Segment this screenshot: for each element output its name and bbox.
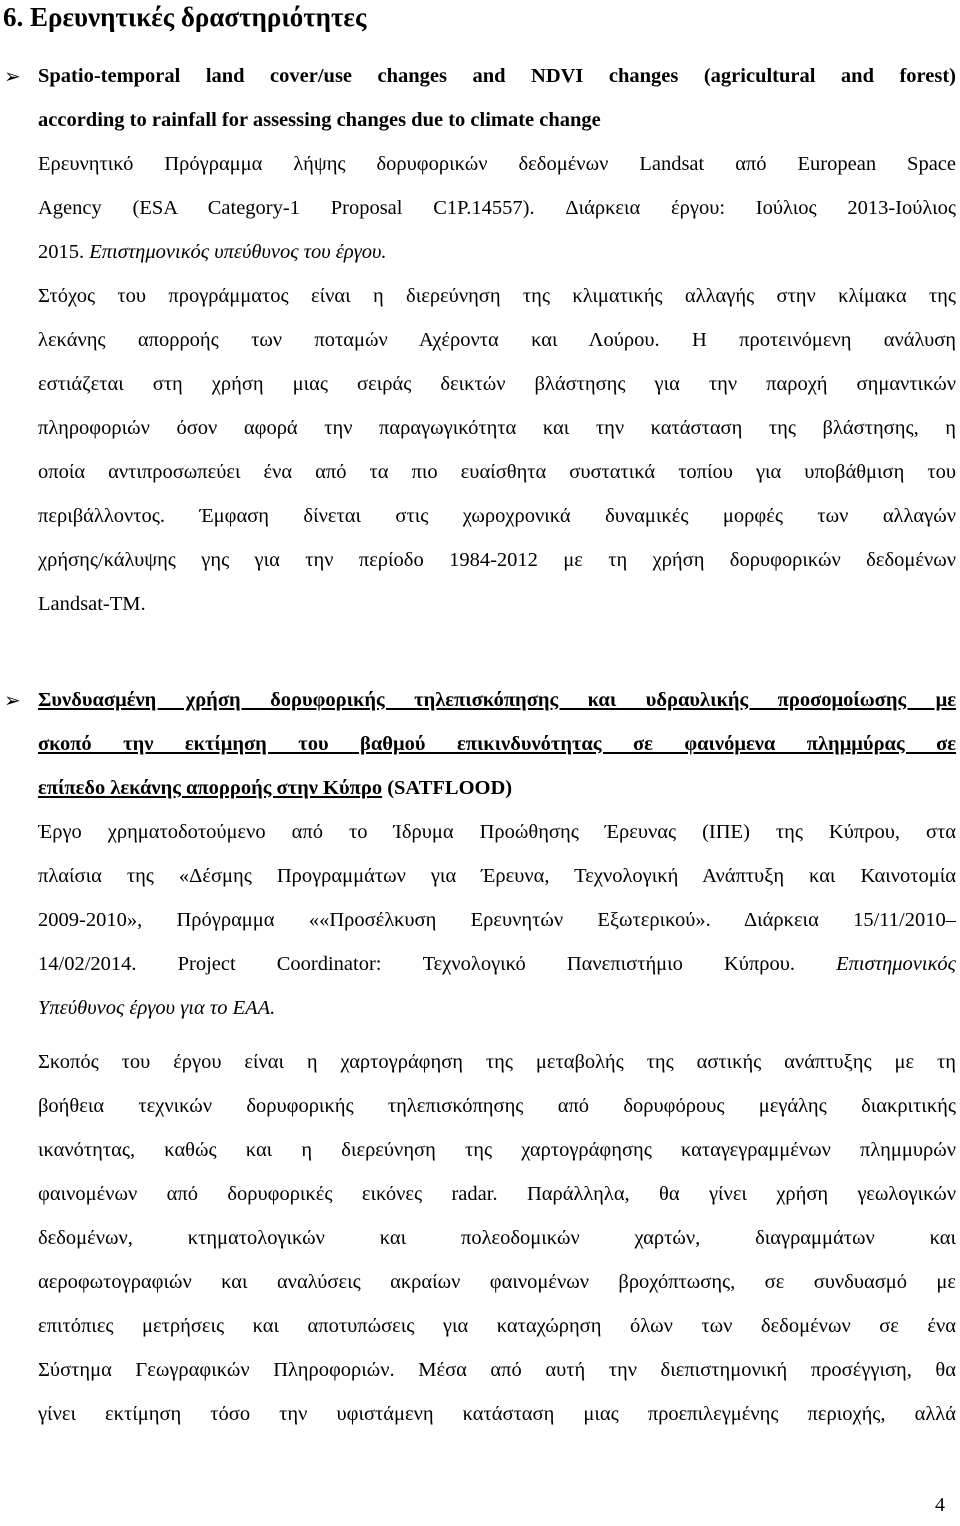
paragraph-line: ικανότητας, καθώς και η διερεύνηση της χαρτογράφησης καταγεγραμμένων πλημμυρών xyxy=(38,1139,956,1161)
paragraph-line: γίνει εκτίμηση τόσο την υφιστάμενη κατάσταση μιας προεπιλεγμένης περιοχής, αλλά xyxy=(38,1403,956,1425)
scientific-responsible: Υπεύθυνος έργου για το ΕΑΑ. xyxy=(38,997,276,1019)
paragraph-line: εστιάζεται στη χρήση μιας σειράς δεικτών βλάστησης για την παροχή σημαντικών xyxy=(38,373,956,395)
paragraph-gap xyxy=(38,1030,956,1040)
project-title-line: Συνδυασμένη χρήση δορυφορικής τηλεπισκόπησης και υδραυλικής προσομοίωσης με xyxy=(38,689,956,711)
paragraph-line: επιτόπιες μετρήσεις και αποτυπώσεις για καταχώρηση όλων των δεδομένων σε ένα xyxy=(38,1315,956,1337)
scientific-responsible: Επιστημονικός xyxy=(836,953,956,975)
project-description-line: 14/02/2014. Project Coordinator: Τεχνολογικό Πανεπιστήμιο Κύπρου. Επιστημονικός xyxy=(38,953,956,975)
paragraph-line: βοήθεια τεχνικών δορυφορικής τηλεπισκόπησης από δορυφόρους μεγάλης διακριτικής xyxy=(38,1095,956,1117)
bullet-arrow-icon: ➢ xyxy=(4,688,21,712)
page-number: 4 xyxy=(935,1494,945,1516)
project-description-line: Έργο χρηματοδοτούμενο από το Ίδρυμα Προώθησης Έρευνας (ΙΠΕ) της Κύπρου, στα xyxy=(38,821,956,843)
paragraph-line: Σύστημα Γεωγραφικών Πληροφοριών. Μέσα από αυτή την διεπιστημονική προσέγγιση, θα xyxy=(38,1359,956,1381)
paragraph-line: οποία αντιπροσωπεύει ένα από τα πιο ευαίσθητα συστατικά τοπίου για υποβάθμιση του xyxy=(38,461,956,483)
project-title-line: επίπεδο λεκάνης απορροής στην Κύπρο (SATFLOOD) xyxy=(38,777,513,799)
project-title-line: Spatio-temporal land cover/use changes and NDVI changes (agricultural and forest) xyxy=(38,65,956,87)
section-heading: 6. Ερευνητικές δραστηριότητες xyxy=(3,2,367,32)
project-description-line: 2009-2010», Πρόγραμμα ««Προσέλκυση Ερευνητών Εξωτερικού». Διάρκεια 15/11/2010– xyxy=(38,909,956,931)
project-description-line: πλαίσια της «Δέσμης Προγραμμάτων για Έρευνα, Τεχνολογική Ανάπτυξη και Καινοτομία xyxy=(38,865,956,887)
paragraph-line: φαινομένων από δορυφορικές εικόνες radar. Παράλληλα, θα γίνει χρήση γεωλογικών xyxy=(38,1183,956,1205)
project-description-line: Ερευνητικό Πρόγραμμα λήψης δορυφορικών δεδομένων Landsat από European Space xyxy=(38,153,956,175)
project-description-line: 2015. Επιστημονικός υπεύθυνος του έργου. xyxy=(38,241,387,263)
paragraph-line: περιβάλλοντος. Έμφαση δίνεται στις χωροχρονικά δυναμικές μορφές των αλλαγών xyxy=(38,505,956,527)
paragraph-line: πληροφοριών όσον αφορά την παραγωγικότητα και την κατάσταση της βλάστησης, η xyxy=(38,417,956,439)
project-acronym: (SATFLOOD) xyxy=(382,777,513,799)
project-description-line: Agency (ESA Category-1 Proposal C1P.14557). Διάρκεια έργου: Ιούλιος 2013-Ιούλιος xyxy=(38,197,956,219)
project-body xyxy=(38,678,956,1436)
project-body xyxy=(38,54,956,626)
bullet-arrow-icon: ➢ xyxy=(4,64,21,88)
scientific-responsible: Επιστημονικός υπεύθυνος του έργου. xyxy=(89,241,387,263)
paragraph-line: αεροφωτογραφιών και αναλύσεις ακραίων φαινομένων βροχόπτωσης, σε συνδυασμό με xyxy=(38,1271,956,1293)
project-title-line: according to rainfall for assessing changes due to climate change xyxy=(38,109,601,131)
paragraph-line: Landsat-TM. xyxy=(38,593,146,615)
paragraph-line: δεδομένων, κτηματολογικών και πολεοδομικών χαρτών, διαγραμμάτων και xyxy=(38,1227,956,1249)
paragraph-line: λεκάνης απορροής των ποταμών Αχέροντα και Λούρου. Η προτεινόμενη ανάλυση xyxy=(38,329,956,351)
paragraph-line: Σκοπός του έργου είναι η χαρτογράφηση της μεταβολής της αστικής ανάπτυξης με τη xyxy=(38,1051,956,1073)
project-title-line: σκοπό την εκτίμηση του βαθμού επικινδυνότητας σε φαινόμενα πλημμύρας σε xyxy=(38,733,956,755)
paragraph-line: χρήσης/κάλυψης γης για την περίοδο 1984-2012 με τη χρήση δορυφορικών δεδομένων xyxy=(38,549,956,571)
paragraph-line: Στόχος του προγράμματος είναι η διερεύνηση της κλιματικής αλλαγής στην κλίμακα της xyxy=(38,285,956,307)
